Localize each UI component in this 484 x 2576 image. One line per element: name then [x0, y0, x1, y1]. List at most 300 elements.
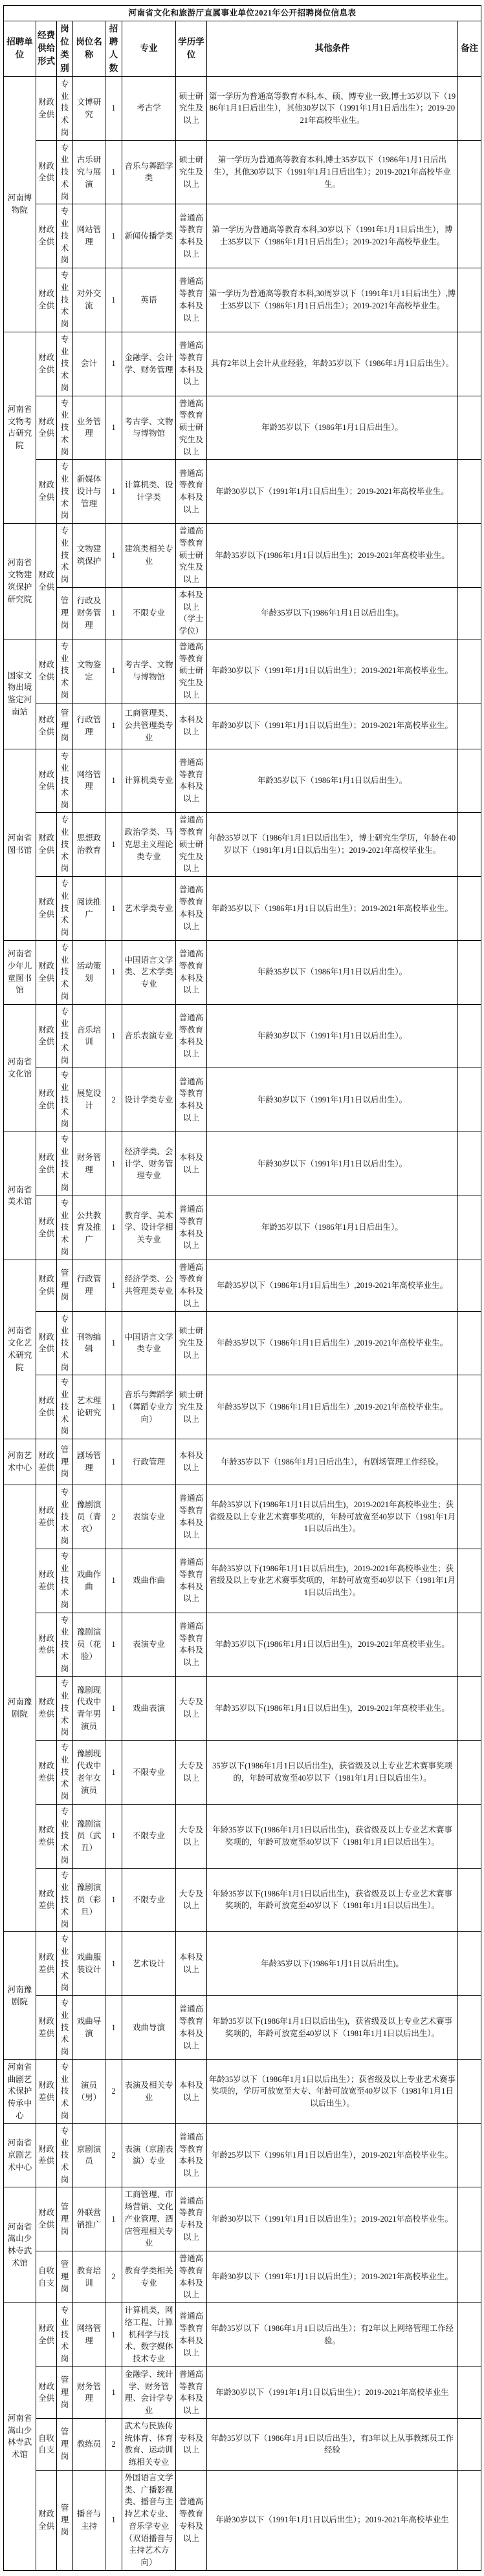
conditions-cell: 年龄35岁以下（1986年1月1日后出生）,2019-2021年高校毕业生。	[207, 1311, 458, 1375]
education-cell: 普通高等教育本科及以上	[176, 1260, 207, 1311]
funding-cell: 财政全供	[36, 140, 57, 204]
major-cell: 建筑类相关专业	[122, 524, 176, 588]
table-row	[4, 813, 481, 877]
position-cell: 财务管理	[73, 1132, 105, 1196]
table-row	[4, 460, 481, 524]
count-cell: 1	[105, 2303, 122, 2367]
education-cell: 普通高等教育本科及以上	[176, 749, 207, 813]
category-cell: 专业技术岗	[57, 877, 73, 941]
conditions-cell: 年龄35岁以下（1986年1月1日以后出生）。	[207, 940, 458, 1004]
col-header-unit: 招聘单位	[4, 21, 36, 76]
education-cell: 普通高等教育本科及以上	[176, 1196, 207, 1260]
education-cell: 普通高等教育专科及以上	[176, 2187, 207, 2251]
education-cell: 普通高等教育专科及以上	[176, 2470, 207, 2570]
position-cell: 播音与主持	[73, 2470, 105, 2570]
category-cell: 专业技术岗	[57, 749, 73, 813]
remark-cell	[458, 2123, 481, 2187]
major-cell: 工商管理、市场营销、文化产业管理、酒店管理相关专业	[122, 2187, 176, 2251]
education-cell: 普通高等教育本科及以上	[176, 1996, 207, 2060]
table-row	[4, 1132, 481, 1196]
remark-cell	[458, 1485, 481, 1549]
remark-cell	[458, 2367, 481, 2418]
category-cell: 管理岗	[57, 2251, 73, 2303]
remark-cell	[458, 1004, 481, 1068]
conditions-cell: 年龄35岁以下(1986年1月1日以后出生)，2019-2021年高校毕业生。	[207, 1677, 458, 1741]
position-cell: 行政管理	[73, 1260, 105, 1311]
category-cell: 专业技术岗	[57, 1004, 73, 1068]
major-cell: 音乐与舞蹈学类	[122, 140, 176, 204]
count-cell: 1	[105, 703, 122, 749]
category-cell: 专业技术岗	[57, 639, 73, 703]
table-row	[4, 140, 481, 204]
category-cell: 专业技术岗	[57, 204, 73, 268]
education-cell: 大专及以上	[176, 1677, 207, 1741]
funding-cell: 财政差供	[36, 2123, 57, 2187]
education-cell: 普通高等教育本科及以上	[176, 1613, 207, 1677]
category-cell: 管理岗	[57, 587, 73, 639]
count-cell: 1	[105, 1804, 122, 1868]
funding-cell: 财政差供	[36, 1613, 57, 1677]
conditions-cell: 年龄30岁以下（1991年1月1日以后出生）；2019-2021年高校毕业生。	[207, 639, 458, 703]
conditions-cell: 年龄35岁以下(1986年1月1日以后出生)。	[207, 1932, 458, 1996]
remark-cell	[458, 2251, 481, 2303]
funding-cell: 财政差供	[36, 2059, 57, 2123]
position-cell: 文博研究	[73, 76, 105, 140]
major-cell: 计算机类，网络工程、计算机科学与技术、数字媒体技术专业	[122, 2303, 176, 2367]
count-cell: 1	[105, 140, 122, 204]
conditions-cell: 年龄30岁以下（1991年1月1日以后出生）。	[207, 1068, 458, 1132]
remark-cell	[458, 204, 481, 268]
funding-cell: 财政全供	[36, 940, 57, 1004]
major-cell: 不限专业	[122, 1868, 176, 1932]
remark-cell	[458, 1260, 481, 1311]
funding-cell: 财政全供	[36, 1068, 57, 1132]
count-cell: 1	[105, 204, 122, 268]
position-cell: 教练员	[73, 2418, 105, 2470]
funding-cell: 财政差供	[36, 1741, 57, 1805]
major-cell: 金融学、统计学、财务管理、会计学专业	[122, 2367, 176, 2418]
table-row	[4, 268, 481, 332]
education-cell: 普通高等教育本科及以上	[176, 332, 207, 396]
table-row	[4, 2367, 481, 2418]
count-cell: 1	[105, 749, 122, 813]
conditions-cell: 第一学历为普通高等教育本科,30岁以下（1991年1月1日后出生），博士35岁以下（1986年1月1日后出生）；2019-2021年高校毕业生。	[207, 204, 458, 268]
funding-cell: 自收自支	[36, 2418, 57, 2470]
count-cell: 1	[105, 1375, 122, 1439]
category-cell: 专业技术岗	[57, 2059, 73, 2123]
remark-cell	[458, 1741, 481, 1805]
count-cell: 1	[105, 268, 122, 332]
education-cell: 硕士研究生及以上	[176, 1375, 207, 1439]
count-cell: 1	[105, 639, 122, 703]
major-cell: 新闻传播学类	[122, 204, 176, 268]
position-cell: 豫剧现代戏中青年男演员	[73, 1677, 105, 1741]
count-cell: 1	[105, 332, 122, 396]
remark-cell	[458, 268, 481, 332]
position-cell: 刊物编辑	[73, 1311, 105, 1375]
funding-cell: 财政全供	[36, 1375, 57, 1439]
table-row	[4, 1741, 481, 1805]
position-cell: 豫剧演员（武丑）	[73, 1804, 105, 1868]
education-cell: 普通高等教育本科及以上	[176, 460, 207, 524]
col-header-count: 招聘人数	[105, 21, 122, 76]
conditions-cell: 35岁以下(1986年1月1日以后出生)，获省级及以上专业艺术赛事奖项的，年龄可放宽至40岁以下（1981年1月1日以后出生）。	[207, 1741, 458, 1805]
major-cell: 艺术学类专业	[122, 877, 176, 941]
conditions-cell: 年龄35岁以下(1986年1月1日以后出生)；2019-2021年高校毕业生。	[207, 524, 458, 588]
education-cell: 硕士研究生及以上	[176, 1311, 207, 1375]
education-cell: 普通高等教育本科及以上	[176, 2251, 207, 2303]
category-cell: 专业技术岗	[57, 1804, 73, 1868]
category-cell: 管理岗	[57, 1439, 73, 1485]
category-cell: 专业技术岗	[57, 1868, 73, 1932]
funding-cell: 财政全供	[36, 703, 57, 749]
conditions-cell: 年龄35岁以下(1986年1月1日以后出生)，2019-2021年高校毕业生；获省级及以上专业艺术赛事奖项的，年龄可放宽至40岁以下（1981年1月1日以后出生）。	[207, 1485, 458, 1549]
category-cell: 专业技术岗	[57, 1196, 73, 1260]
remark-cell	[458, 1868, 481, 1932]
major-cell: 设计学类专业	[122, 1068, 176, 1132]
table-row	[4, 877, 481, 941]
major-cell: 金融学、会计学、财务管理	[122, 332, 176, 396]
education-cell: 本科及以上（学士学位）	[176, 587, 207, 639]
category-cell: 专业技术岗	[57, 396, 73, 460]
remark-cell	[458, 749, 481, 813]
remark-cell	[458, 2470, 481, 2570]
col-header-education: 学历学位	[176, 21, 207, 76]
position-cell: 业务管理	[73, 396, 105, 460]
category-cell: 管理岗	[57, 703, 73, 749]
education-cell: 本科及以上	[176, 1132, 207, 1196]
table-row	[4, 332, 481, 396]
category-cell: 专业技术岗	[57, 1932, 73, 1996]
major-cell: 考古学	[122, 76, 176, 140]
remark-cell	[458, 524, 481, 588]
education-cell: 专科及以上	[176, 2418, 207, 2470]
education-cell: 普通高等教育本科及以上	[176, 204, 207, 268]
remark-cell	[458, 639, 481, 703]
col-header-conditions: 其他条件	[207, 21, 458, 76]
count-cell: 2	[105, 2059, 122, 2123]
funding-cell: 财政全供	[36, 76, 57, 140]
unit-name-cell: 国家文物出境鉴定河南站	[4, 639, 36, 749]
unit-name-cell: 河南省少年儿童图书馆	[4, 940, 36, 1004]
col-header-remark: 备注	[458, 21, 481, 76]
education-cell: 本科及以上	[176, 1932, 207, 1996]
conditions-cell: 具有2年以上会计从业经验，年龄35岁以下（1986年1月1日后出生）。	[207, 332, 458, 396]
major-cell: 不限专业	[122, 1741, 176, 1805]
category-cell: 专业技术岗	[57, 332, 73, 396]
remark-cell	[458, 1132, 481, 1196]
count-cell: 1	[105, 877, 122, 941]
conditions-cell: 年龄30岁以下（1991年1月1日以后出生）；2019-2021年高校毕业生	[207, 2470, 458, 2570]
col-header-position: 岗位名称	[73, 21, 105, 76]
major-cell: 音乐与舞蹈学（舞蹈专业方向）	[122, 1375, 176, 1439]
conditions-cell: 年龄35岁以下（1986年1月1日后出生）。	[207, 1196, 458, 1260]
category-cell: 管理岗	[57, 1260, 73, 1311]
category-cell: 专业技术岗	[57, 2123, 73, 2187]
funding-cell: 财政全供	[36, 1311, 57, 1375]
category-cell: 管理岗	[57, 2470, 73, 2570]
count-cell: 1	[105, 396, 122, 460]
position-cell: 艺术理论研究	[73, 1375, 105, 1439]
major-cell: 经济学类、会计学、财务管理专业	[122, 1132, 176, 1196]
remark-cell	[458, 1613, 481, 1677]
remark-cell	[458, 1196, 481, 1260]
remark-cell	[458, 140, 481, 204]
remark-cell	[458, 877, 481, 941]
education-cell: 普通高等教育本科及以上	[176, 940, 207, 1004]
education-cell: 本科及以上	[176, 2059, 207, 2123]
major-cell: 行政管理	[122, 1439, 176, 1485]
table-row	[4, 524, 481, 588]
education-cell: 普通高等教育本科及以上	[176, 1004, 207, 1068]
remark-cell	[458, 1311, 481, 1375]
category-cell: 专业技术岗	[57, 1996, 73, 2060]
funding-cell: 财政全供	[36, 749, 57, 813]
table-row	[4, 1613, 481, 1677]
table-row	[4, 749, 481, 813]
position-cell: 新媒体设计与管理	[73, 460, 105, 524]
remark-cell	[458, 1549, 481, 1613]
table-row	[4, 1260, 481, 1311]
major-cell: 武术与民族传统体育、体育教育、运动训练相关专业	[122, 2418, 176, 2470]
position-cell: 文物建筑保护	[73, 524, 105, 588]
funding-cell: 财政全供	[36, 1260, 57, 1311]
funding-cell: 财政全供	[36, 877, 57, 941]
count-cell: 1	[105, 1196, 122, 1260]
funding-cell: 财政差供	[36, 1804, 57, 1868]
conditions-cell: 年龄35岁以下（1986年1月1日以后出生）；获省级及以上专业艺术赛事奖项的，学历可放宽至大专、年龄可放宽至40岁以下（1981年1月1日以后出生）。	[207, 2059, 458, 2123]
col-header-category: 岗位类别	[57, 21, 73, 76]
position-cell: 行政管理	[73, 703, 105, 749]
count-cell: 2	[105, 2418, 122, 2470]
category-cell: 专业技术岗	[57, 1375, 73, 1439]
position-cell: 网络管理	[73, 2303, 105, 2367]
conditions-cell: 年龄30岁以下（1991年1月1日以后出生）。	[207, 1132, 458, 1196]
col-header-major: 专业	[122, 21, 176, 76]
funding-cell: 财政全供	[36, 396, 57, 460]
count-cell: 1	[105, 1613, 122, 1677]
conditions-cell: 第一学历为普通高等教育本科,30周岁以下（1991年1月1日后出生）,博士35岁以下（1986年1月1日后出生）；2019-2021年高校毕业生。	[207, 268, 458, 332]
unit-name-cell: 河南省文物考古研究院	[4, 332, 36, 523]
unit-name-cell: 河南省美术馆	[4, 1132, 36, 1260]
major-cell: 中国语言文学类专业	[122, 1311, 176, 1375]
position-cell: 活动策划	[73, 940, 105, 1004]
table-row	[4, 2470, 481, 2570]
remark-cell	[458, 1677, 481, 1741]
category-cell: 专业技术岗	[57, 268, 73, 332]
remark-cell	[458, 332, 481, 396]
remark-cell	[458, 1996, 481, 2060]
position-cell: 外联营销推广	[73, 2187, 105, 2251]
conditions-cell: 年龄30岁以下（1991年1月1日后出生）；2019-2021年高校毕业生。	[207, 460, 458, 524]
category-cell: 专业技术岗	[57, 1549, 73, 1613]
category-cell: 专业技术岗	[57, 1132, 73, 1196]
count-cell: 1	[105, 1260, 122, 1311]
education-cell: 硕士研究生及以上	[176, 76, 207, 140]
conditions-cell: 年龄35岁以下（1986年1月1日后出生），有剧场管理工作经验。	[207, 1439, 458, 1485]
remark-cell	[458, 2187, 481, 2251]
major-cell: 教育学类相关专业	[122, 2251, 176, 2303]
major-cell: 戏曲导演	[122, 1996, 176, 2060]
category-cell: 专业技术岗	[57, 524, 73, 588]
remark-cell	[458, 703, 481, 749]
funding-cell: 财政差供	[36, 1439, 57, 1485]
position-cell: 豫剧演员（彩旦）	[73, 1868, 105, 1932]
page-title: 河南省文化和旅游厅直属事业单位2021年公开招聘岗位信息表	[4, 6, 481, 21]
count-cell: 1	[105, 460, 122, 524]
unit-name-cell: 河南豫剧院	[4, 1485, 36, 1932]
education-cell: 大专及以上	[176, 1804, 207, 1868]
education-cell: 普通高等教育本科及以上	[176, 1485, 207, 1549]
unit-name-cell: 河南省嵩山少林寺武术馆	[4, 2303, 36, 2571]
position-cell: 思想政治教育	[73, 813, 105, 877]
education-cell: 普通高等教育本科及以上	[176, 2367, 207, 2418]
count-cell: 1	[105, 2187, 122, 2251]
conditions-cell: 年龄30岁以下（1991年1月1日以后出生）；2019-2021年高校毕业生	[207, 2367, 458, 2418]
table-row	[4, 396, 481, 460]
category-cell: 专业技术岗	[57, 140, 73, 204]
major-cell: 工商管理类、公共管理类专业	[122, 703, 176, 749]
funding-cell: 财政全供	[36, 460, 57, 524]
funding-cell: 财政全供	[36, 2187, 57, 2251]
count-cell: 2	[105, 1485, 122, 1549]
funding-cell: 财政全供	[36, 2367, 57, 2418]
unit-name-cell: 河南省文物建筑保护研究院	[4, 524, 36, 639]
conditions-cell: 年龄30岁以下（1991年1月1日以后出生）。	[207, 1004, 458, 1068]
table-row	[4, 1549, 481, 1613]
conditions-cell: 年龄35岁以下（1986年1月1日以后出生），有3年以上从事教练员工作经验	[207, 2418, 458, 2470]
conditions-cell: 年龄35岁以下(1986年1月1日以后出生)，获省级及以上专业艺术赛事奖项的，年龄可放宽至40岁以下（1981年1月1日以后出生）。	[207, 1804, 458, 1868]
category-cell: 专业技术岗	[57, 1613, 73, 1677]
count-cell: 1	[105, 1932, 122, 1996]
table-row	[4, 1932, 481, 1996]
unit-name-cell: 河南省图书馆	[4, 749, 36, 940]
remark-cell	[458, 1804, 481, 1868]
conditions-cell: 年龄35岁以下（1986年1月1日以后出生），博士研究生学历，年龄在40岁以下（1981年1月1日以后出生）；2019-2021年高校毕业生。	[207, 813, 458, 877]
funding-cell: 财政差供	[36, 1485, 57, 1549]
position-cell: 对外交流	[73, 268, 105, 332]
conditions-cell: 年龄35岁以下（1986年1月1日以后出生）；有2年以上网络管理工作经验。	[207, 2303, 458, 2367]
education-cell: 普通高等教育本科及以上	[176, 877, 207, 941]
remark-cell	[458, 2418, 481, 2470]
major-cell: 计算机类专业	[122, 749, 176, 813]
table-row	[4, 1996, 481, 2060]
unit-name-cell: 河南豫剧院	[4, 1932, 36, 2060]
table-row	[4, 639, 481, 703]
count-cell: 1	[105, 76, 122, 140]
education-cell: 大专及以上	[176, 1741, 207, 1805]
position-cell: 戏曲服装设计	[73, 1932, 105, 1996]
conditions-cell: 年龄35岁以下(1986年1月1日以后出生)，获省级及以上专业艺术赛事奖项的，年龄可放宽至40岁以下（1981年1月1日以后出生）。	[207, 1996, 458, 2060]
unit-name-cell: 河南博物院	[4, 76, 36, 332]
table-row	[4, 1196, 481, 1260]
unit-name-cell: 河南省曲剧艺术保护传承中心	[4, 2059, 36, 2123]
major-cell: 外国语言文学类、广播影视类、播音与主持艺术专业、音乐学专业（双语播音与主持艺术方向）	[122, 2470, 176, 2570]
table-row	[4, 2059, 481, 2123]
position-cell: 会计	[73, 332, 105, 396]
table-row	[4, 703, 481, 749]
category-cell: 专业技术岗	[57, 2303, 73, 2367]
education-cell: 普通高等教育硕士研究生及以上	[176, 639, 207, 703]
count-cell: 1	[105, 1549, 122, 1613]
category-cell: 专业技术岗	[57, 460, 73, 524]
table-row	[4, 1485, 481, 1549]
conditions-cell: 年龄35岁以下(1986年1月1日以后出生)。	[207, 587, 458, 639]
category-cell: 管理岗	[57, 2187, 73, 2251]
conditions-cell: 第一学历为普通高等教育本科,本、硕、博专业一致,博士35岁以下（1986年1月1日后出生），其他30岁以下（1991年1月1日后出生）；2019-2021年高校毕业生。	[207, 76, 458, 140]
position-cell: 豫剧演员（花脸）	[73, 1613, 105, 1677]
table-row	[4, 1868, 481, 1932]
position-cell: 财务管理	[73, 2367, 105, 2418]
funding-cell: 财政差供	[36, 1868, 57, 1932]
funding-cell: 财政差供	[36, 1996, 57, 2060]
conditions-cell: 年龄25岁以下（1996年1月1日以后出生），2019-2021年高校毕业生。	[207, 2123, 458, 2187]
funding-cell: 财政全供	[36, 524, 57, 639]
remark-cell	[458, 587, 481, 639]
funding-cell: 自收自支	[36, 2251, 57, 2303]
category-cell: 专业技术岗	[57, 1677, 73, 1741]
major-cell: 计算机类、设计学类	[122, 460, 176, 524]
major-cell: 表演及相关专业	[122, 2059, 176, 2123]
remark-cell	[458, 1068, 481, 1132]
major-cell: 不限专业	[122, 587, 176, 639]
funding-cell: 财政全供	[36, 639, 57, 703]
table-row	[4, 940, 481, 1004]
count-cell: 1	[105, 813, 122, 877]
count-cell: 2	[105, 1068, 122, 1132]
table-body	[4, 76, 481, 2570]
position-cell: 古乐研究与展演	[73, 140, 105, 204]
funding-cell: 财政全供	[36, 2303, 57, 2367]
funding-cell: 财政全供	[36, 2470, 57, 2570]
remark-cell	[458, 396, 481, 460]
funding-cell: 财政全供	[36, 332, 57, 396]
major-cell: 表演专业	[122, 1613, 176, 1677]
category-cell: 专业技术岗	[57, 1485, 73, 1549]
table-row	[4, 1068, 481, 1132]
category-cell: 专业技术岗	[57, 76, 73, 140]
major-cell: 考古学、文物与博物馆	[122, 396, 176, 460]
position-cell: 豫剧演员（青衣）	[73, 1485, 105, 1549]
remark-cell	[458, 1439, 481, 1485]
table-row	[4, 2251, 481, 2303]
conditions-cell: 年龄35岁以下（1986年1月1日后出生）,2019-2021年高校毕业生。	[207, 1375, 458, 1439]
unit-name-cell: 河南艺术中心	[4, 1439, 36, 1485]
funding-cell: 财政差供	[36, 1932, 57, 1996]
education-cell: 普通高等教育硕士研究生及以上	[176, 813, 207, 877]
category-cell: 管理岗	[57, 2367, 73, 2418]
position-cell: 行政及财务管理	[73, 587, 105, 639]
table-row	[4, 2303, 481, 2367]
title-row	[4, 6, 481, 21]
major-cell: 政治学类、马克思主义理论类专业	[122, 813, 176, 877]
table-row	[4, 204, 481, 268]
position-cell: 豫剧现代戏中老年女演员	[73, 1741, 105, 1805]
category-cell: 专业技术岗	[57, 813, 73, 877]
remark-cell	[458, 813, 481, 877]
position-cell: 公共教育及推广	[73, 1196, 105, 1260]
table-row	[4, 1804, 481, 1868]
table-row	[4, 1677, 481, 1741]
position-cell: 阅读推广	[73, 877, 105, 941]
unit-name-cell: 河南省嵩山少林寺武术馆	[4, 2187, 36, 2303]
count-cell: 1	[105, 1996, 122, 2060]
table-row	[4, 1004, 481, 1068]
category-cell: 专业技术岗	[57, 1311, 73, 1375]
education-cell: 普通高等教育本科及以上	[176, 1068, 207, 1132]
count-cell: 1	[105, 1439, 122, 1485]
conditions-cell: 年龄35岁以下（1986年1月1日后出生）。	[207, 396, 458, 460]
